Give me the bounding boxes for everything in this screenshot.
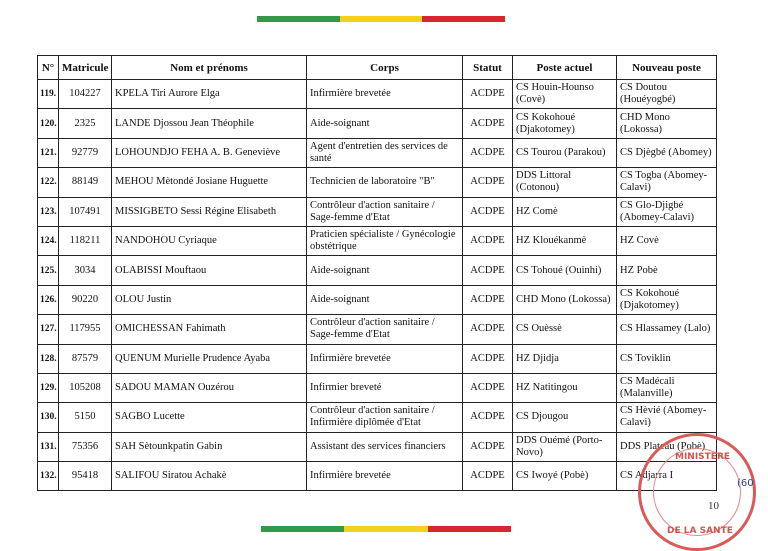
- table-header-row: [38, 56, 717, 80]
- table-row: [38, 373, 717, 402]
- table-row: [38, 315, 717, 344]
- status-cell: ACDPE: [463, 373, 513, 402]
- current-post-cell: CS Houin-Hounso (Covè): [513, 80, 617, 109]
- matricule-cell: 117955: [59, 315, 112, 344]
- row-number: 130.: [38, 403, 59, 432]
- corps-cell: Aide-soignant: [307, 109, 463, 138]
- name-cell: QUENUM Murielle Prudence Ayaba: [112, 344, 307, 373]
- new-post-cell: CHD Mono (Lokossa): [617, 109, 717, 138]
- table-row: [38, 256, 717, 285]
- header-statut: Statut: [463, 56, 513, 80]
- row-number: 119.: [38, 80, 59, 109]
- name-cell: NANDOHOU Cyriaque: [112, 226, 307, 255]
- corps-cell: Contrôleur d'action sanitaire / Sage-femme d'Etat: [307, 197, 463, 226]
- matricule-cell: 107491: [59, 197, 112, 226]
- table-row: [38, 344, 717, 373]
- name-cell: SAGBO Lucette: [112, 403, 307, 432]
- current-post-cell: HZ Comè: [513, 197, 617, 226]
- corps-cell: Contrôleur d'action sanitaire / Sage-femme d'Etat: [307, 315, 463, 344]
- corps-cell: Aide-soignant: [307, 256, 463, 285]
- name-cell: KPELA Tiri Aurore Elga: [112, 80, 307, 109]
- row-number: 124.: [38, 226, 59, 255]
- status-cell: ACDPE: [463, 80, 513, 109]
- current-post-cell: CS Tourou (Parakou): [513, 138, 617, 167]
- matricule-cell: 5150: [59, 403, 112, 432]
- status-cell: ACDPE: [463, 403, 513, 432]
- current-post-cell: CS Kokohoué (Djakotomey): [513, 109, 617, 138]
- new-post-cell: CS Doutou (Houéyogbé): [617, 80, 717, 109]
- stamp-text-bottom: DE LA SANTE: [667, 526, 733, 536]
- name-cell: MEHOU Mètondé Josiane Huguette: [112, 168, 307, 197]
- new-post-cell: CS Madécali (Malanville): [617, 373, 717, 402]
- page-number: 10: [708, 500, 719, 512]
- corps-cell: Technicien de laboratoire "B": [307, 168, 463, 197]
- matricule-cell: 104227: [59, 80, 112, 109]
- new-post-cell: HZ Pobè: [617, 256, 717, 285]
- table-row: [38, 226, 717, 255]
- new-post-cell: CS Toviklin: [617, 344, 717, 373]
- header-num: N°: [38, 56, 59, 80]
- current-post-cell: DDS Ouémé (Porto-Novo): [513, 432, 617, 461]
- status-cell: ACDPE: [463, 168, 513, 197]
- name-cell: OMICHESSAN Fahimath: [112, 315, 307, 344]
- header-nom: Nom et prénoms: [112, 56, 307, 80]
- corps-cell: Assistant des services financiers: [307, 432, 463, 461]
- matricule-cell: 118211: [59, 226, 112, 255]
- name-cell: SALIFOU Siratou Achakè: [112, 462, 307, 491]
- row-number: 122.: [38, 168, 59, 197]
- header-corps: Corps: [307, 56, 463, 80]
- status-cell: ACDPE: [463, 138, 513, 167]
- new-post-cell: CS Kokohoué (Djakotomey): [617, 285, 717, 314]
- signature-mark: (60: [737, 478, 754, 489]
- matricule-cell: 105208: [59, 373, 112, 402]
- row-number: 132.: [38, 462, 59, 491]
- name-cell: LOHOUNDJO FEHA A. B. Geneviève: [112, 138, 307, 167]
- row-number: 121.: [38, 138, 59, 167]
- name-cell: SADOU MAMAN Ouzérou: [112, 373, 307, 402]
- corps-cell: Praticien spécialiste / Gynécologie obstétrique: [307, 226, 463, 255]
- row-number: 125.: [38, 256, 59, 285]
- current-post-cell: CS Djougou: [513, 403, 617, 432]
- transfer-table: [37, 55, 717, 491]
- status-cell: ACDPE: [463, 197, 513, 226]
- row-number: 131.: [38, 432, 59, 461]
- matricule-cell: 3034: [59, 256, 112, 285]
- row-number: 128.: [38, 344, 59, 373]
- official-stamp: [638, 433, 756, 551]
- current-post-cell: HZ Natitingou: [513, 373, 617, 402]
- current-post-cell: CS Iwoyé (Pobè): [513, 462, 617, 491]
- matricule-cell: 95418: [59, 462, 112, 491]
- new-post-cell: CS Hlassamey (Lalo): [617, 315, 717, 344]
- new-post-cell: CS Adjarra I: [617, 462, 717, 491]
- status-cell: ACDPE: [463, 315, 513, 344]
- new-post-cell: CS Djègbé (Abomey): [617, 138, 717, 167]
- current-post-cell: HZ Djidja: [513, 344, 617, 373]
- current-post-cell: DDS Littoral (Cotonou): [513, 168, 617, 197]
- matricule-cell: 88149: [59, 168, 112, 197]
- matricule-cell: 87579: [59, 344, 112, 373]
- flag-stripe-top: [257, 16, 505, 22]
- status-cell: ACDPE: [463, 462, 513, 491]
- current-post-cell: CS Tohoué (Ouinhi): [513, 256, 617, 285]
- new-post-cell: HZ Covè: [617, 226, 717, 255]
- header-matricule: Matricule: [59, 56, 112, 80]
- corps-cell: Agent d'entretien des services de santé: [307, 138, 463, 167]
- current-post-cell: CS Ouèssè: [513, 315, 617, 344]
- new-post-cell: DDS Plateau (Pobè): [617, 432, 717, 461]
- table-row: [38, 285, 717, 314]
- status-cell: ACDPE: [463, 109, 513, 138]
- table-row: [38, 80, 717, 109]
- new-post-cell: CS Glo-Djigbé (Abomey-Calavi): [617, 197, 717, 226]
- table-row: [38, 432, 717, 461]
- status-cell: ACDPE: [463, 226, 513, 255]
- status-cell: ACDPE: [463, 285, 513, 314]
- table-row: [38, 403, 717, 432]
- corps-cell: Aide-soignant: [307, 285, 463, 314]
- table-row: [38, 197, 717, 226]
- name-cell: SAH Sètounkpatin Gabin: [112, 432, 307, 461]
- matricule-cell: 75356: [59, 432, 112, 461]
- name-cell: MISSIGBETO Sessi Régine Elisabeth: [112, 197, 307, 226]
- current-post-cell: CHD Mono (Lokossa): [513, 285, 617, 314]
- row-number: 126.: [38, 285, 59, 314]
- status-cell: ACDPE: [463, 256, 513, 285]
- name-cell: LANDE Djossou Jean Théophile: [112, 109, 307, 138]
- row-number: 129.: [38, 373, 59, 402]
- name-cell: OLABISSI Mouftaou: [112, 256, 307, 285]
- status-cell: ACDPE: [463, 432, 513, 461]
- matricule-cell: 92779: [59, 138, 112, 167]
- current-post-cell: HZ Klouékanmè: [513, 226, 617, 255]
- table-row: [38, 462, 717, 491]
- new-post-cell: CS Hèvié (Abomey-Calavi): [617, 403, 717, 432]
- corps-cell: Infirmier breveté: [307, 373, 463, 402]
- matricule-cell: 90220: [59, 285, 112, 314]
- status-cell: ACDPE: [463, 344, 513, 373]
- table-row: [38, 168, 717, 197]
- flag-stripe-bottom: [261, 526, 511, 532]
- table-row: [38, 109, 717, 138]
- stamp-text-top: MINISTERE: [675, 452, 731, 462]
- new-post-cell: CS Togba (Abomey-Calavi): [617, 168, 717, 197]
- corps-cell: Contrôleur d'action sanitaire / Infirmière diplômée d'Etat: [307, 403, 463, 432]
- row-number: 123.: [38, 197, 59, 226]
- name-cell: OLOU Justin: [112, 285, 307, 314]
- header-poste-actuel: Poste actuel: [513, 56, 617, 80]
- row-number: 127.: [38, 315, 59, 344]
- table-row: [38, 138, 717, 167]
- header-nouveau-poste: Nouveau poste: [617, 56, 717, 80]
- matricule-cell: 2325: [59, 109, 112, 138]
- corps-cell: Infirmière brevetée: [307, 462, 463, 491]
- corps-cell: Infirmière brevetée: [307, 80, 463, 109]
- row-number: 120.: [38, 109, 59, 138]
- corps-cell: Infirmière brevetée: [307, 344, 463, 373]
